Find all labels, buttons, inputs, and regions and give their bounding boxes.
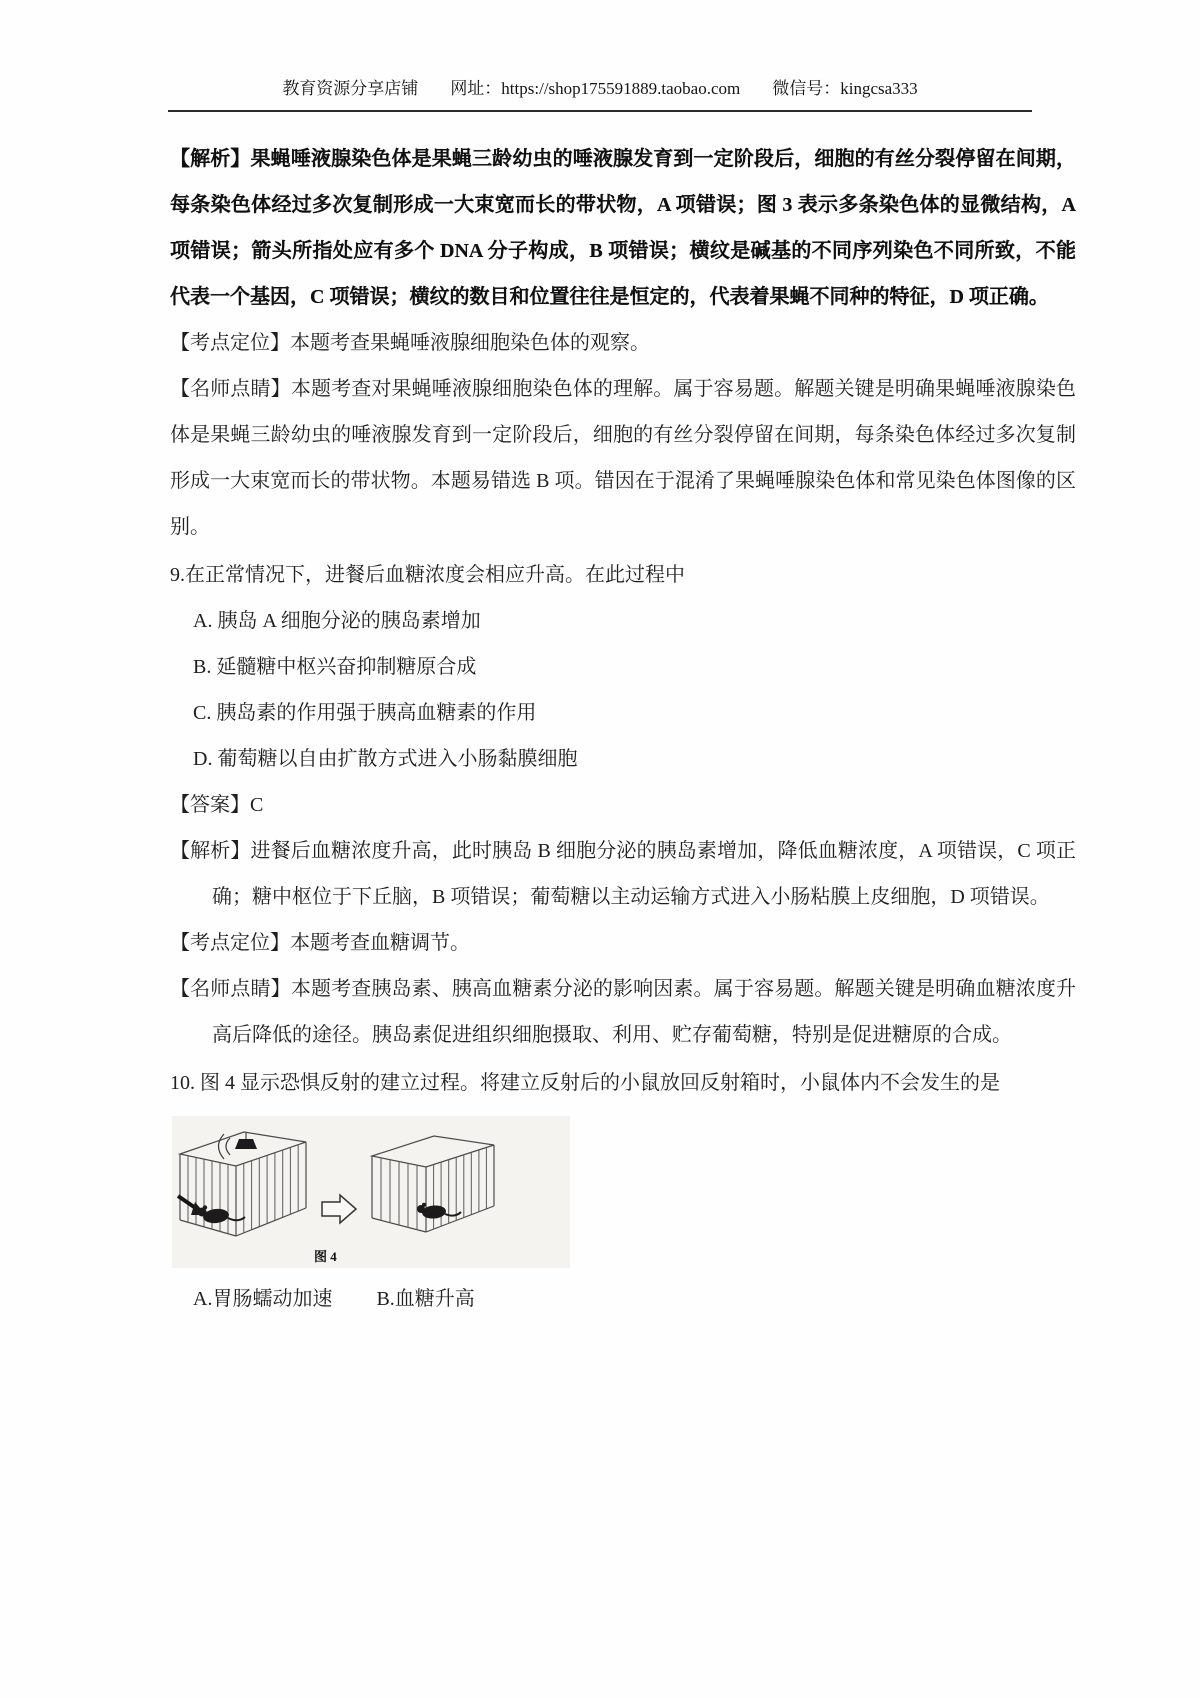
document-body <box>170 136 1076 1322</box>
question-10-stem: 10. 图 4 显示恐惧反射的建立过程。将建立反射后的小鼠放回反射箱时，小鼠体内不会发生的是 <box>170 1072 1000 1094</box>
analysis-paragraph-q8: 【解析】果蝇唾液腺染色体是果蝇三龄幼虫的唾液腺发育到一定阶段后，细胞的有丝分裂停留在间期，每条染色体经过多次复制形成一大束宽而长的带状物，A 项错误；图 3 表示多条染色体的显微结构，A 项错误；箭头所指处应有多个 DNA 分子构成，B 项错误；横纹是碱基的不同序列染色不同所致，不能代表一个基因，C 项错误；横纹的数目和位置往往是恒定的，代表着果蝇不同种的特征，D 项正确。 <box>170 148 1076 308</box>
question-10-option-a: A.胃肠蠕动加速 <box>193 1288 333 1310</box>
shop-name: 教育资源分享店铺 <box>282 79 419 98</box>
mouse-icon-right <box>417 1203 461 1220</box>
question-10-options-line <box>170 1276 1076 1322</box>
question-9-option-b: B. 延髓糖中枢兴奋抑制糖原合成 <box>193 656 477 678</box>
question-9-option-a: A. 胰岛 A 细胞分泌的胰岛素增加 <box>193 610 481 632</box>
question-9-option-d: D. 葡萄糖以自由扩散方式进入小肠黏膜细胞 <box>193 748 578 770</box>
page-header <box>168 74 1032 112</box>
exam-point-paragraph-q8: 【考点定位】本题考查果蝇唾液腺细胞染色体的观察。 <box>170 332 650 354</box>
question-10-option-b: B.血糖升高 <box>376 1288 475 1310</box>
analysis-paragraph-q9: 【解析】进餐后血糖浓度升高，此时胰岛 B 细胞分泌的胰岛素增加，降低血糖浓度，A 项错误，C 项正确；糖中枢位于下丘脑，B 项错误；葡萄糖以主动运输方式进入小肠粘膜上皮细胞，D 项错误。 <box>170 840 1076 908</box>
wechat-id: 微信号：kingcsa333 <box>772 79 918 98</box>
speaker-icon <box>219 1133 258 1159</box>
mouse-icon-left <box>198 1205 246 1224</box>
teacher-tip-paragraph-q8: 【名师点睛】本题考查对果蝇唾液腺细胞染色体的理解。属于容易题。解题关键是明确果蝇唾液腺染色体是果蝇三龄幼虫的唾液腺发育到一定阶段后，细胞的有丝分裂停留在间期，每条染色体经过多次复制形成一大束宽而长的带状物。本题易错选 B 项。错因在于混淆了果蝇唾腺染色体和常见染色体图像的区别。 <box>170 378 1076 538</box>
figure-4-reflex-boxes <box>172 1116 570 1268</box>
figure-4-caption: 图 4 <box>314 1249 337 1264</box>
shop-url: 网址：https://shop175591889.taobao.com <box>450 79 741 98</box>
question-9-answer: 【答案】C <box>170 794 264 816</box>
exam-point-paragraph-q9: 【考点定位】本题考查血糖调节。 <box>170 932 470 954</box>
question-9-stem: 9.在正常情况下，进餐后血糖浓度会相应升高。在此过程中 <box>170 564 685 586</box>
reflex-box-illustration <box>172 1116 570 1268</box>
teacher-tip-paragraph-q9: 【名师点睛】本题考查胰岛素、胰高血糖素分泌的影响因素。属于容易题。解题关键是明确血糖浓度升高后降低的途径。胰岛素促进组织细胞摄取、利用、贮存葡萄糖，特别是促进糖原的合成。 <box>170 978 1076 1046</box>
question-9-option-c: C. 胰岛素的作用强于胰高血糖素的作用 <box>193 702 537 724</box>
transition-arrow-icon <box>322 1195 356 1223</box>
